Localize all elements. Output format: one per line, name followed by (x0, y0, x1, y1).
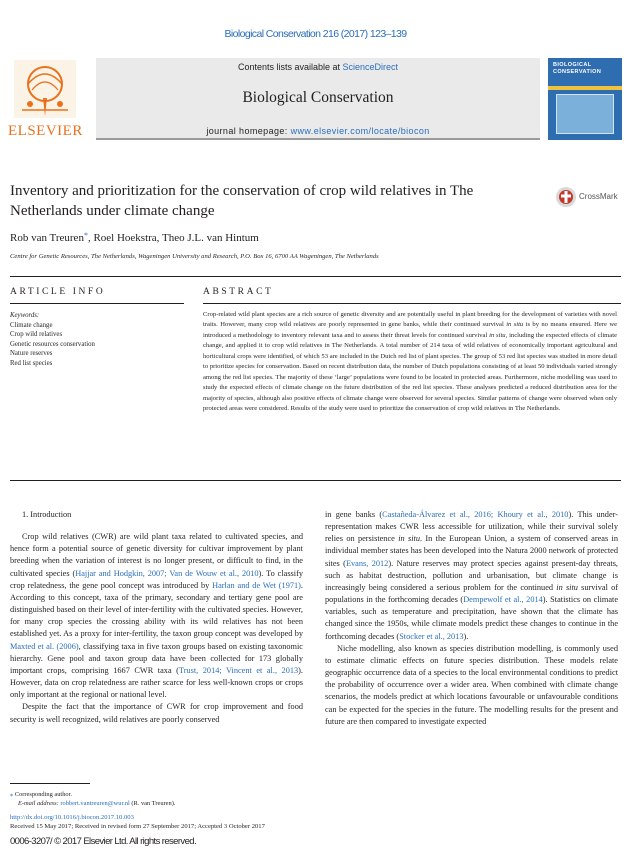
citation-link[interactable]: Dempewolf et al., 2014 (463, 595, 543, 605)
text-run: in gene banks ( (325, 510, 383, 519)
abstract-heading: ABSTRACT (203, 287, 274, 297)
text-run: survival of populations in the forthcoming decades ( (325, 582, 619, 605)
corresponding-label: Corresponding author. (14, 791, 72, 798)
text-run: . According to this concept, taxa of the primary, secondary and tertiary gene pool are distinguished based on their level of inter-fertility with the cultivated species. However, for many crop species the crossing ability with its wild relatives has not been established yet. As a proxy for inter-fertility, the taxon group concept was developed by (10, 580, 303, 639)
introduction-heading: 1. Introduction (22, 510, 72, 519)
keyword-item: Nature reserves (10, 350, 53, 357)
journal-masthead (8, 58, 622, 140)
cover-title (553, 62, 601, 76)
abstract-italic: in situ (489, 331, 506, 339)
keywords-label: Keywords: (10, 312, 40, 319)
journal-homepage-link[interactable]: www.elsevier.com/locate/biocon (290, 126, 430, 136)
cover-title-line1: BIOLOGICAL (553, 62, 592, 68)
doi-link[interactable]: http://dx.doi.org/10.1016/j.biocon.2017.10.003 (10, 814, 134, 821)
coauthors: , Roel Hoekstra, Theo J.L. van Hintum (87, 232, 259, 244)
received-dates: Received 15 May 2017; Received in revised form 27 September 2017; Accepted 3 October 2017 (10, 823, 265, 830)
corresponding-author-marker[interactable]: * (83, 231, 88, 240)
email-link[interactable]: robbert.vantreuren@wur.nl (60, 800, 130, 807)
text-run: ). To classify crop relatedness, the gene pool concept was introduced by (10, 568, 303, 590)
corresponding-line (10, 790, 330, 799)
sciencedirect-link[interactable]: ScienceDirect (342, 62, 399, 72)
citation-link[interactable]: Castañeda-Álvarez et al., 2016; Khoury et al., 2010 (382, 510, 569, 519)
info-divider (10, 303, 184, 304)
intro-paragraph-3: Niche modelling, also known as species distribution modelling, is commonly used to estimate climatic effects on future species distribution. These models relate geographic occurrence data of a species to the local environmental conditions to predict the probability of occurrence over a wider area. When combined with climate change scenarios, the models predict at which locations favourable or unfavourable conditions can be expected for the species in the future. The modelling results for the present and future are then compared to investigate expected (325, 643, 618, 726)
elsevier-tree-icon (14, 60, 76, 118)
elsevier-wordmark: ELSEVIER (8, 123, 83, 139)
corresponding-footnote (10, 790, 330, 808)
abstract-divider (203, 303, 621, 304)
elsevier-logo[interactable] (8, 60, 82, 138)
cover-band (548, 86, 622, 90)
text-run: ). This under-representation makes CWR less accessible for utilization, while their survival solely relies on persistence (325, 510, 618, 544)
intro-paragraph-2-cont (325, 509, 618, 643)
citation-link[interactable]: Maxted et al. (2006) (10, 641, 79, 651)
first-author[interactable]: Rob van Treuren (10, 232, 84, 244)
contents-prefix: Contents lists available at (237, 62, 343, 72)
homepage-prefix: journal homepage: (206, 126, 291, 136)
contents-available-line (96, 62, 540, 72)
crossmark-badge[interactable] (555, 186, 625, 210)
journal-name: Biological Conservation (242, 89, 394, 106)
journal-homepage-line (96, 126, 540, 136)
intro-paragraph-2: Despite the fact that the importance of CWR for crop improvement and food security is well recognized, wild relatives are poorly conserved (10, 702, 303, 724)
crossmark-icon (555, 186, 577, 208)
body-right-column (325, 509, 618, 728)
text-run: ). However, data on crop relatedness are rather scarce for less well-known crops or crops only important at the regional or national level. (10, 665, 303, 700)
abstract-part: is by no means ensured. Here we introduced a methodology to inventory relevant taxa and to assess their threat levels for continued survival (203, 321, 618, 339)
text-run: ). (463, 631, 469, 641)
abstract-text (203, 310, 617, 415)
crossmark-label: CrossMark (579, 192, 618, 201)
abstract-part: Crop-related wild plant species are a rich source of genetic diversity and are potentially useful in plant breeding for the development of varieties with novel traits. However, many crop wild relatives are poorly represented in gene banks, while their continued survival (203, 311, 617, 329)
italic-run: in situ (398, 534, 420, 544)
text-run: . In the European Union, a system of conserved areas in individual member states has been developed into the Natura 2000 network of protected sites ( (325, 534, 618, 568)
abstract-part: , including the expected effects of climate change, and applied it to crop wild relatives in The Netherlands. A total number of 214 taxa of wild relatives of economically important agricultural and horticultural crops were identified, of which 53 are included in the Dutch red list of plant species. The group of 53 red list species was studied in more detail to prioritize species for conservation. Based on recent distribution data, the number of Dutch populations consisting of at least 50 individuals varied strongly among the red list species. The majority of these ‘large’ populations were found to be located in protected areas. Furthermore, niche modelling was used to study the expected effects of climate change on the future distribution of the red list species. These analyses predicted a reduced distribution area for the majority of species, although also positive effects of climate change were observed for several species. Similar patterns of change were observed when only protected areas were considered. Results of the study were used to prioritize the conservation of crop wild relatives in The Netherlands. (203, 331, 617, 413)
citation-link[interactable]: Trust, 2014; Vincent et al., 2013 (178, 665, 299, 675)
citation-link[interactable]: Harlan and de Wet (1971) (212, 580, 301, 590)
journal-cover-thumbnail[interactable] (548, 58, 622, 140)
citation-link[interactable]: Evans, 2012 (345, 558, 389, 568)
masthead-center-panel (96, 58, 540, 140)
article-title: Inventory and prioritization for the conservation of crop wild relatives in The Netherlands under climate change (10, 183, 474, 219)
doi-block (10, 813, 265, 831)
keyword-item: Red list species (10, 359, 53, 367)
keywords-block (10, 311, 170, 368)
keyword-item: Climate change (10, 321, 53, 329)
footnote-marker: ⁎ (10, 791, 14, 798)
cover-title-line2: CONSERVATION (553, 69, 602, 75)
email-label: E-mail address: (18, 800, 61, 807)
keyword-item: Crop wild relatives (10, 331, 63, 338)
citation-link[interactable]: Stocker et al., 2013 (399, 631, 464, 641)
header-divider (10, 276, 621, 277)
italic-run: in situ (556, 582, 578, 592)
text-run: , classifying taxa in five taxon groups based on existing taxonomic hierarchy. Gene pool and taxon group data have been collected for 173 globally important crops, comprising 1667 CWR taxa ( (10, 641, 303, 675)
text-run: Crop wild relatives (CWR) are wild plant taxa related to cultivated species, and hence form a potential source of genetic diversity for cultivar improvement by plant breeding when the variation of interest is no longer present, or difficult to find, in the cultivated species ( (10, 532, 303, 578)
email-suffix: (R. van Treuren). (129, 800, 176, 807)
intro-paragraph-1 (10, 531, 303, 701)
cover-photo (556, 94, 614, 134)
body-left-column (10, 509, 303, 726)
abstract-bottom-divider (10, 480, 621, 481)
text-run: ). Nature reserves may protect species against present-day threats, such as habitat destruction, pollution and urbanisation, but climate change is increasingly being considered a serious problem for the continued (325, 558, 618, 592)
journal-citation-header[interactable]: Biological Conservation 216 (2017) 123–139 (224, 28, 407, 40)
citation-link[interactable]: Hajjar and Hodgkin, 2007; Van de Wouw et al., 2010 (75, 568, 259, 578)
text-run: ). Statistics on climate variables, such as temperature and precipitation, have shown that the climate has changed since the 1950s, while climate models predict these changes to continue in the forthcoming decades ( (325, 595, 618, 641)
footnote-divider (10, 783, 90, 784)
author-affiliation: Centre for Genetic Resources, The Netherlands, Wageningen University and Research, P.O. Box 16, 6700 AA Wageningen, The Netherlands (10, 253, 379, 260)
issn-copyright: 0006-3207/ © 2017 Elsevier Ltd. All rights reserved. (10, 836, 196, 847)
abstract-italic: in situ (506, 321, 524, 329)
author-list (10, 231, 259, 244)
keyword-item: Genetic resources conservation (10, 340, 95, 348)
email-line (10, 799, 330, 808)
article-info-heading: ARTICLE INFO (10, 287, 106, 297)
